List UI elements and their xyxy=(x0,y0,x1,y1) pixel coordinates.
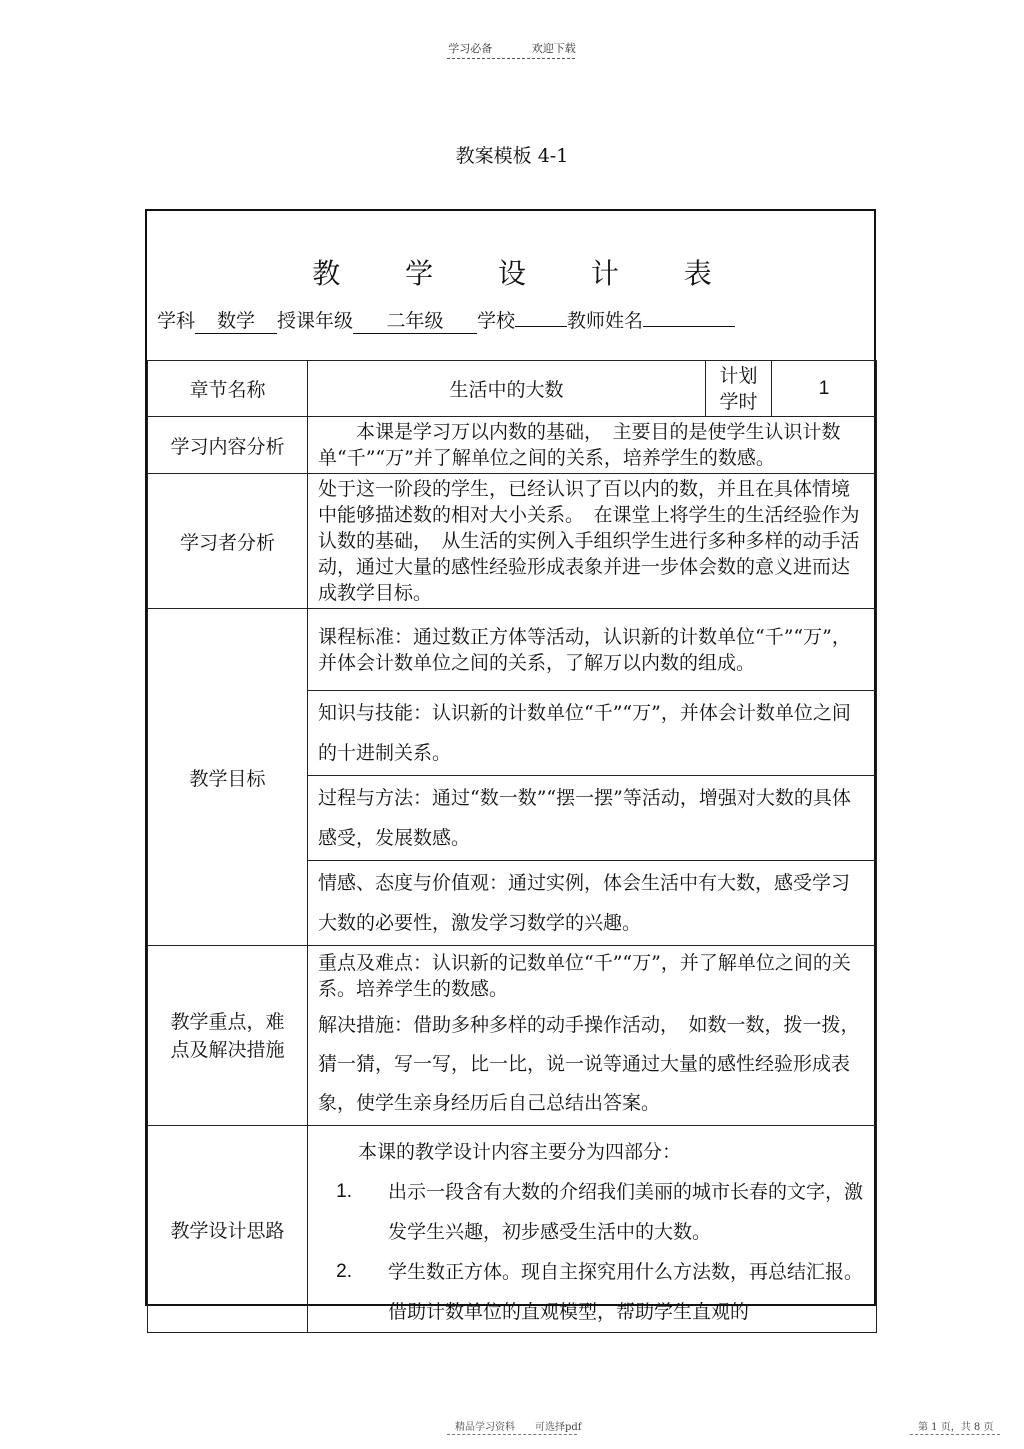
solution-measures: 解决措施：借助多种多样的动手操作活动， 如数一数，拨一拨，猜一猜，写一写，比一比，说一说等通过大量的感性经验形成表象，使学生亲身经历后自己总结出答案。 xyxy=(318,1014,860,1114)
footer-divider-left xyxy=(447,1434,577,1435)
footer-left-text: 精品学习资料 可选择pdf xyxy=(455,1422,582,1433)
design-idea-list xyxy=(308,1126,876,1332)
table-row xyxy=(148,946,877,1126)
goal-process-method: 过程与方法：通过“数一数”“摆一摆”等活动，增强对大数的具体感受，发展数感。 xyxy=(318,787,851,849)
key-difficult-points: 重点及难点：认识新的记数单位“千”“万”，并了解单位之间的关系。培养学生的数感。 xyxy=(318,952,851,1000)
design-idea-intro: 本课的教学设计内容主要分为四部分： xyxy=(358,1141,682,1163)
list-item-number: 2. xyxy=(336,1261,352,1282)
grade-label: 授课年级 xyxy=(277,310,354,332)
learner-analysis-text: 处于这一阶段的学生，已经认识了百以内的数，并且在具体情境中能够描述数的相对大小关系。 在课堂上将学生的生活经验作为认数的基础， 从生活的实例入手组织学生进行多种多样的动手活动，通过大量的感性经验形成表象并进一步体会数的意义进而达成教学目标。 xyxy=(318,478,860,604)
school-field[interactable] xyxy=(515,326,567,327)
hours-label: 计划学时 xyxy=(706,361,772,417)
table-row xyxy=(148,361,877,417)
page-header-note xyxy=(0,40,1024,56)
form-info-line xyxy=(157,306,735,334)
learner-analysis-label: 学习者分析 xyxy=(148,474,308,609)
subject-field[interactable]: 数学 xyxy=(195,309,277,334)
teaching-goals-label: 教学目标 xyxy=(148,609,308,946)
list-item-number: 1. xyxy=(336,1181,352,1202)
list-item xyxy=(318,1172,866,1252)
grade-field[interactable]: 二年级 xyxy=(353,309,477,334)
list-item xyxy=(318,1252,866,1332)
chapter-label: 章节名称 xyxy=(148,361,308,417)
table-row xyxy=(148,474,877,609)
list-item-text: 学生数正方体。现自主探究用什么方法数，再总结汇报。借助计数单位的直观模型，帮助学生直观的 xyxy=(388,1261,864,1323)
table-row xyxy=(148,1126,877,1333)
key-points-label: 教学重点，难点及解决措施 xyxy=(148,946,308,1126)
content-analysis-text: 本课是学习万以内数的基础， 主要目的是使学生认识计数单“千”“万”并了解单位之间的关系，培养学生的数感。 xyxy=(318,421,841,469)
goal-emotion-values: 情感、态度与价值观：通过实例，体会生活中有大数，感受学习大数的必要性，激发学习数学的兴趣。 xyxy=(318,872,851,934)
chapter-value: 生活中的大数 xyxy=(308,361,706,417)
header-divider xyxy=(447,58,575,59)
teacher-field[interactable] xyxy=(643,326,735,327)
list-item-text: 出示一段含有大数的介绍我们美丽的城市长春的文字，激发学生兴趣，初步感受生活中的大数。 xyxy=(388,1181,864,1243)
document-title: 教案模板 4-1 xyxy=(455,145,569,167)
hours-value: 1 xyxy=(772,361,877,417)
lesson-design-table xyxy=(147,360,877,1333)
teacher-label: 教师姓名 xyxy=(567,310,644,332)
design-idea-label: 教学设计思路 xyxy=(148,1126,308,1333)
table-row xyxy=(148,609,877,691)
page-number: 第 1 页，共 8 页 xyxy=(918,1422,994,1433)
school-label: 学校 xyxy=(477,310,516,332)
header-right-text: 欢迎下载 xyxy=(531,42,576,55)
goal-knowledge-skills: 知识与技能：认识新的计数单位“千”“万”，并体会计数单位之间的十进制关系。 xyxy=(318,702,851,764)
content-analysis-label: 学习内容分析 xyxy=(148,417,308,474)
footer-divider-right xyxy=(910,1434,1000,1435)
table-row xyxy=(148,417,877,474)
form-title: 教 学 设 计 表 xyxy=(312,257,740,290)
goal-curriculum-standard: 课程标准：通过数正方体等活动，认识新的计数单位“千”“万”，并体会计数单位之间的关系，了解万以内数的组成。 xyxy=(318,625,851,674)
header-left-text: 学习必备 xyxy=(448,42,493,55)
subject-label: 学科 xyxy=(157,310,196,332)
